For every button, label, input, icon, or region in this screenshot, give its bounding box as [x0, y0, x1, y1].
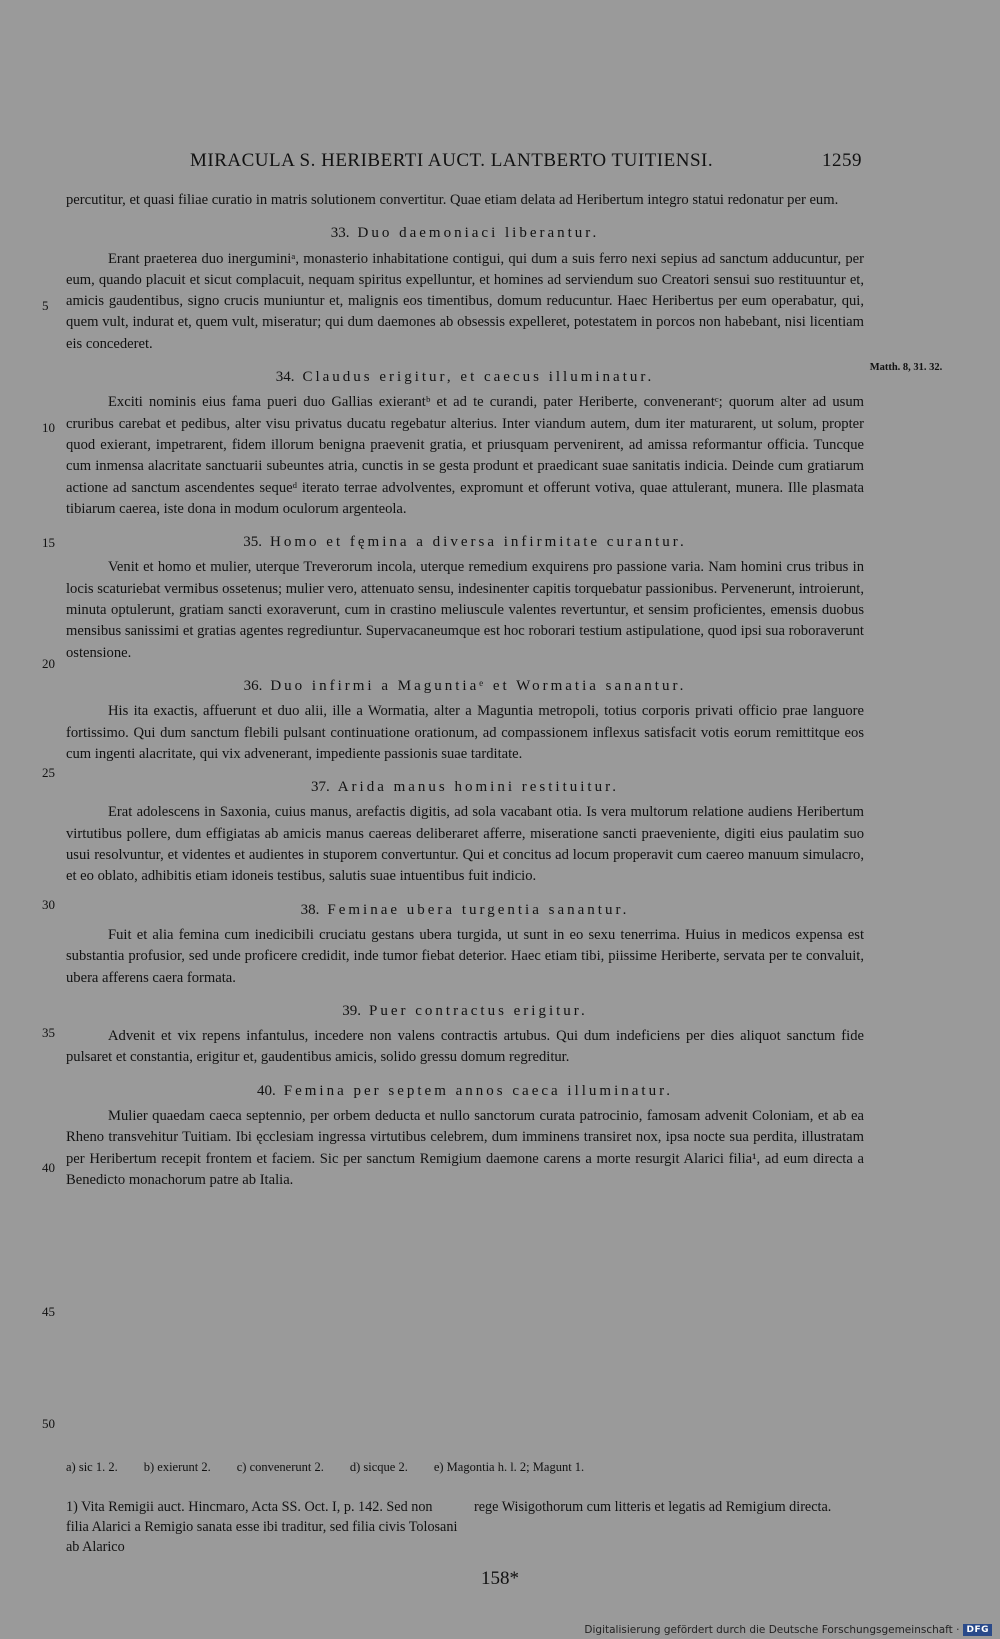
section-heading — [66, 1001, 864, 1022]
line-number: 50 — [42, 1416, 55, 1431]
section-paragraph: His ita exactis, affuerunt et duo alii, ille a Wormatia, alter a Maguntia metropoli, totius corporis privati officio prae languore fortissimo. Qui dum sanctum flebili pulsant continuatione orationum, ad compassionem inflexus satisfacit votis eorum remittitque eos cum ingenti alacritate, qui vix advenerant, impediente passionis suae tarditate. — [66, 703, 864, 762]
section-paragraph: Exciti nominis eius fama pueri duo Gallias exierantᵇ et ad te curandi, pater Heriberte, convenerantᶜ; quorum alter ad usum cruribus carebat et pedibus, alter visu privatus ducatu regebatur alterius. Inter viandum autem, dum iter maturarent, ut solum, propter quod exierant, impetrarent, fidem illorum benigna praevenit gratia, et priusquam pervenirent, ad amissa reformantur officia. Tuncque cum inmensa alacritate sanctuarii subeuntes atria, cunctis in se gesta produnt et praedicant suae sanitatis indicia. Deinde cum gratiarum actione ad sanctum ascendentes sequeᵈ iterato terrae advolventes, expromunt et offerunt votiva, quae attulerant, munera. Ille plasmata tibiarum caerea, iste dona in modum oculorum argenteola. — [66, 394, 864, 517]
section-heading — [66, 367, 864, 388]
line-number: 35 — [42, 1025, 55, 1040]
credit-text: Digitalisierung gefördert durch die Deutsche Forschungsgemeinschaft · — [584, 1624, 960, 1636]
section-number: 35. — [243, 534, 263, 551]
apparatus-note: e) Magontia h. l. 2; Magunt 1. — [433, 1460, 585, 1474]
section-heading — [66, 900, 864, 921]
section-number: 39. — [342, 1002, 362, 1019]
line-number: 10 — [42, 420, 55, 435]
section-paragraph: Fuit et alia femina cum inedicibili cruciatu gestans ubera turgida, ut sunt in eo sexu tenerrima. Huius in medicos expensa est substantia profusior, sed unde proficere credidit, inde tumor fiebat deterior. Haec etiam tibi, piissime Heriberte, servata per te convaluit, ubera afferens caera formata. — [66, 926, 864, 986]
dfg-logo: DFG — [963, 1624, 992, 1636]
running-head — [190, 150, 862, 172]
page-number: 1259 — [822, 150, 862, 171]
section-heading — [66, 1081, 864, 1102]
digitization-credit — [584, 1624, 992, 1636]
section-heading — [66, 777, 864, 798]
section-paragraph: Venit et homo et mulier, uterque Treverorum incola, uterque remedium exquirens pro passione varia. Nam homini crus tribus in locis scaturiebat vermibus ossetenus; mulier vero, attenuato sensu, indesinenter capitis torquebatur passionibus. Pervenerunt, introierunt, minuta optulerunt, gratiam sancti exoraverunt, cum in crastino meliuscule valentes revertuntur, et sensim proficientes, emensis duobus mensibus sanissimi et gratias agentes regrediuntur. Supervacaneumque est hoc roborari testium astipulatione, quod ipsi sua roboraverunt ostensione. — [66, 559, 864, 661]
apparatus-note: b) exierunt 2. — [143, 1460, 211, 1474]
section-title: Arida manus homini restituitur. — [337, 779, 620, 796]
line-number: 25 — [42, 765, 55, 780]
section-title: Feminae ubera turgentia sanantur. — [327, 901, 630, 918]
line-number: 5 — [42, 298, 49, 313]
footnote-left-column: 1) Vita Remigii auct. Hincmaro, Acta SS. Oct. I, p. 142. Sed non filia Alarici a Remigio sanata esse ibi traditur, sed filia civis Tolosani ab Alarico — [66, 1499, 458, 1555]
section-number: 38. — [300, 901, 320, 918]
section-number: 40. — [257, 1082, 276, 1099]
section-title: Claudus erigitur, et caecus illuminatur. — [302, 369, 655, 386]
apparatus-note: d) sicque 2. — [349, 1460, 408, 1474]
opening-paragraph: percutitur, et quasi filiae curatio in matris solutionem convertitur. Quae etiam delata ad Heribertum integro statui redonatur per eum. — [66, 192, 839, 208]
section-number: 34. — [275, 369, 295, 386]
section-paragraph: Mulier quaedam caeca septennio, per orbem deducta et nullo sanctorum curata patrocinio, famosam advenit Coloniam, et ab ea Rheno transvehitur Tuitiam. Ibi ęcclesiam ingressa virtutibus celebrem, dum imminens transiret nox, ipsa nocte sua perdita, illustratam per Heribertum recepit frontem et faciem. Sic per sanctum Remigium daemone carens a morte resurgit Alarici filia¹, ad eum directa a Benedicto monachorum patre ab Italia. — [66, 1107, 864, 1188]
footnote-right-column: rege Wisigothorum cum litteris et legatis ad Remigium directa. — [474, 1499, 832, 1515]
apparatus-note: c) convenerunt 2. — [236, 1460, 324, 1474]
section-heading — [66, 223, 864, 244]
line-number: 15 — [42, 535, 55, 550]
section-heading — [66, 532, 864, 553]
section-number: 37. — [310, 779, 330, 796]
section-number: 36. — [243, 677, 263, 694]
line-number: 45 — [42, 1304, 55, 1319]
section-paragraph: Advenit et vix repens infantulus, incedere non valens contractis artubus. Qui dum indeficiens per dies aliquot sanctum fide pulsaret et constantia, erigitur et, gaudentibus amicis, solido gressu domum regreditur. — [66, 1028, 864, 1066]
section-title: Homo et fęmina a diversa infirmitate curantur. — [270, 534, 687, 551]
apparatus-note: a) sic 1. 2. — [66, 1460, 118, 1474]
section-paragraph: Erant praeterea duo inerguminiᵃ, monasterio inhabitatione contigui, qui dum a suis ferro nexi sepius ad sanctum adducuntur, per eum, quando placuit et sicut complacuit, nequam spiritus expelluntur, et homines ad serviendum suo Creatori sensui suo restituuntur et, amicis gaudentibus, signo crucis muniuntur et, malignis eos timentibus, domum reducuntur. Haec Heribertus per eum operabatur, qui, quem vult, indurat et, quem vult, miseratur; qui dum daemones ab obsessis expelleret, potestatem in porcos non habebant, nisi licentiam eis concederet. — [66, 250, 864, 352]
section-title: Puer contractus erigitur. — [369, 1002, 588, 1019]
line-number: 20 — [42, 656, 55, 671]
running-title: MIRACULA S. HERIBERTI AUCT. LANTBERTO TUITIENSI. — [190, 150, 714, 171]
section-heading — [66, 676, 864, 697]
line-number: 40 — [42, 1160, 55, 1175]
footnote — [66, 1497, 866, 1557]
section-paragraph: Erat adolescens in Saxonia, cuius manus, arefactis digitis, ad sola vacabant otia. Is vera multorum relatione audiens Heribertum virtutibus pollere, dum effigiatas ab amicis manus caereas deliberaret afferre, miseratione sancti praeveniente, digiti eius paulatim suo usui resolvuntur, et videntes et audientes in stuporem convertuntur. Qui et concitus ad locum properavit cum caereo manuum simulacro, et eo oblato, adhibitis etiam idoneis testibus, salutis suae intuentibus fuit indicio. — [66, 804, 864, 885]
margin-reference: Matth. 8, 31. 32. — [869, 362, 943, 373]
signature-mark: 158* — [481, 1568, 519, 1589]
section-number: 33. — [330, 225, 350, 242]
section-title: Duo daemoniaci liberantur. — [357, 225, 600, 242]
section-title: Femina per septem annos caeca illuminatur. — [283, 1082, 673, 1099]
section-title: Duo infirmi a Maguntiaᵉ et Wormatia sanantur. — [270, 677, 687, 694]
critical-apparatus — [66, 1460, 866, 1475]
line-number: 30 — [42, 897, 55, 912]
main-text — [66, 190, 864, 1191]
